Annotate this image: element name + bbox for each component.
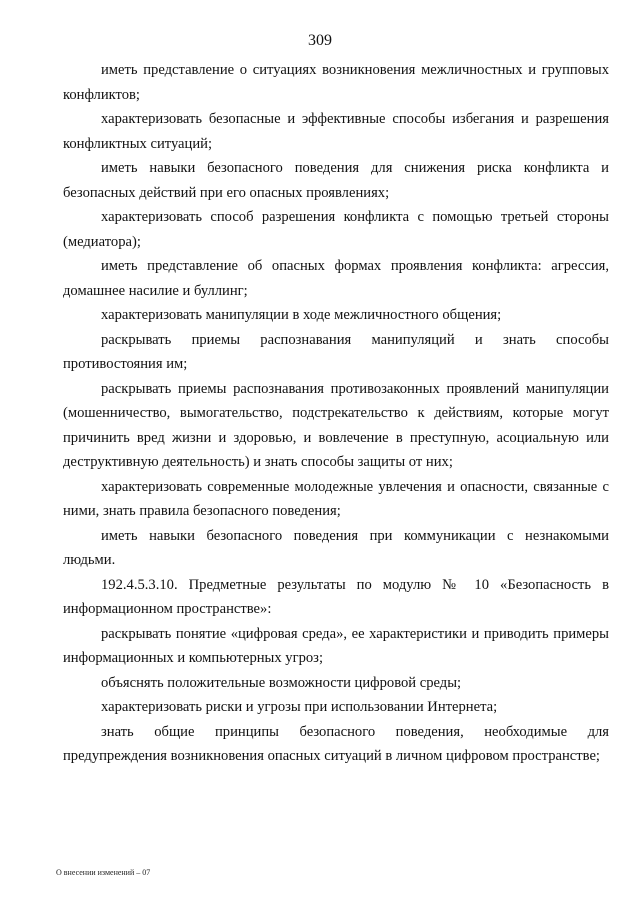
- paragraph: раскрывать приемы распознавания манипуляций и знать способы противостояния им;: [63, 331, 609, 372]
- paragraph: раскрывать приемы распознавания противозаконных проявлений манипуляции (мошенничество, вымогательство, подстрекательство к действиям, которые могут причинить вред жизни и здоровью, и вовлечение в преступную, асоциальную или деструктивную деятельность) и знать способы защиты от них;: [63, 380, 609, 470]
- section-paragraph: 192.4.5.3.10. Предметные результаты по модулю № 10 «Безопасность в информационном пространстве»:: [63, 576, 609, 617]
- paragraph: знать общие принципы безопасного поведения, необходимые для предупреждения возникновения опасных ситуаций в личном цифровом пространстве;: [63, 723, 609, 764]
- paragraph: иметь представление о ситуациях возникновения межличностных и групповых конфликтов;: [63, 62, 609, 103]
- paragraph: характеризовать современные молодежные увлечения и опасности, связанные с ними, знать правила безопасного поведения;: [63, 478, 609, 519]
- body-text: [63, 58, 609, 769]
- paragraph: раскрывать понятие «цифровая среда», ее характеристики и приводить примеры информационных и компьютерных угроз;: [63, 625, 609, 666]
- footer-note: О внесении изменений – 07: [56, 868, 151, 877]
- paragraph: характеризовать манипуляции в ходе межличностного общения;: [101, 307, 502, 323]
- paragraph: характеризовать безопасные и эффективные способы избегания и разрешения конфликтных ситуаций;: [63, 111, 609, 152]
- paragraph: иметь навыки безопасного поведения при коммуникации с незнакомыми людьми.: [63, 527, 609, 568]
- paragraph: объяснять положительные возможности цифровой среды;: [101, 674, 462, 691]
- paragraph: иметь представление об опасных формах проявления конфликта: агрессия, домашнее насилие и буллинг;: [63, 258, 609, 299]
- paragraph: характеризовать риски и угрозы при использовании Интернета;: [101, 699, 498, 715]
- paragraph: иметь навыки безопасного поведения для снижения риска конфликта и безопасных действий при его опасных проявлениях;: [63, 160, 609, 201]
- page-number: 309: [308, 32, 332, 49]
- paragraph: характеризовать способ разрешения конфликта с помощью третьей стороны (медиатора);: [63, 209, 609, 250]
